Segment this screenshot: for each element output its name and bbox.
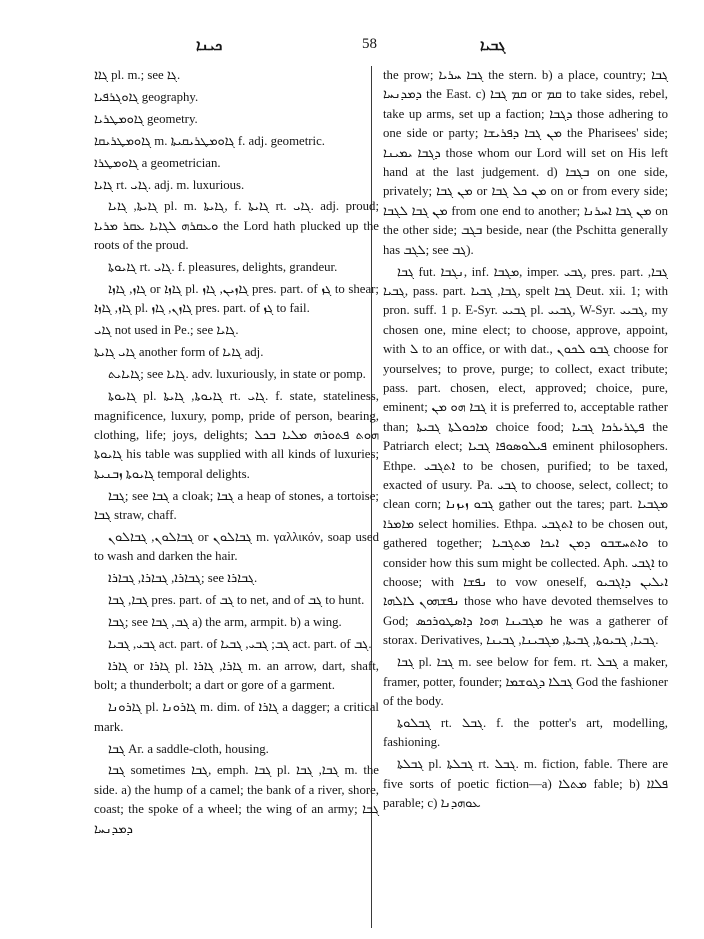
dictionary-entry: ܓܒܐܠܘܢ, ܓܒܐܠܘܢ or ܓܒܐܠܘܢ m. γαλλικόν, soap used to wash and darken the hair. [94,529,379,564]
dictionary-entry: ܓܒܐ, ܓܒܐ pres. part. of ܓܒ to net, and of ܓܒ to hunt. [108,593,365,608]
dictionary-entry: ܓܒܐ; see ܓܒܐ a cloak; ܓܒܐ a heap of stones, a tortoise; ܓܒܐ straw, chaff. [94,488,379,523]
dictionary-entry: ܓܐܐ pl. m.; see ܓܐ. [94,68,181,82]
dictionary-entry: ܓܒܐ Ar. a saddle-cloth, housing. [108,741,269,756]
dictionary-entry: ܓܐܘܡܛܪܐ a geometrician. [94,155,221,170]
dictionary-entry: ܓܐܝܐܝܬ; see ܓܐܝܐ. adv. luxuriously, in state or pomp. [108,367,366,382]
running-head-right: ܓܒܝܐ [480,36,506,54]
dictionary-entry: the prow; ܓܒܐ ܚܪܝܐ the stern. b) a place, country; ܓܒܐ ܕܡܕܢܚܐ the East. c) ܩܡ ܓܒܐ or ܩܡ to take sides, rebel, take up arms, set up a faction; ܕܓܒܐ those adhering to one side or party; ܡܢ ܓܒܐ ܕܦܪܝܫܐ the Pharisees' side; ܕܓܒܐ ܝܡܝܢܐ those whom our Lord will set on His left hand at the last judgement. d) ܒܓܒܐ on one side, privately; ܡܢ ܓܒܐ or ܡܢ ܟܠ ܓܒܐ on or from every side; ܡܢ ܓܒܐ ܠܓܒܐ from one end to another; ܡܢ ܓܒܐ ܐܚܪܢܐ on the other side; ܒܓܒ beside, near (the Pschitta generally has ܠܓܒ; see ܓܒ). [383,68,669,257]
dictionary-entry: ܓܒܠܬܐ pl. ܓܒܠܬܐ rt. ܓܒܠ. m. fiction, fable. There are five sorts of poetic fiction—a) ܡܬܠܐ fable; b) ܦܠܐܐ parable; c) ܥܘܗܕܢܐ [383,757,668,811]
dictionary-entry: ܓܐܝܘܬܐ rt. ܓܐܝ. f. pleasures, delights, grandeur. [108,260,338,275]
dictionary-entry: ܓܐܝ not used in Pe.; see ܓܐܝܐ. [94,323,239,338]
dictionary-entry: ܓܒܐܪܐ, ܓܒܐܪܐ, ܓܒܐܪܐ; see ܓܒܐܪܐ. [108,571,258,586]
running-head-left: ܟܝܢܐ [196,36,223,54]
dictionary-entry: ܓܐܪܘܢܐ pl. ܓܐܪܘܢܐ m. dim. of ܓܐܪܐ a dagger; a critical mark. [94,700,379,734]
left-column [94,66,379,842]
dictionary-entry: ܓܒܐ; see ܓܒ, ܓܒܐ a) the arm, armpit. b) a wing. [108,615,342,630]
dictionary-entry: ܓܐܘܡܛܪܝܩܐ m. ܓܐܘܡܛܪܝܩܝܬܐ f. adj. geometric. [94,133,325,148]
dictionary-entry: ܓܐܘܓܪܦܝܐ geography. [94,89,199,104]
dictionary-entry: ܓܒܠܘܬܐ rt. ܓܒܠ. f. the potter's art, modelling, fashioning. [383,715,669,750]
dictionary-entry: ܓܐܙ, ܓܐܙܐ or ܓܐܙܐ pl. ܓܐܙܝܢ, ܓܐܙ pres. part. of ܓܙ to shear; ܓܐܙ, ܓܐܙܐ pl. ܓܐܙܢ, ܓܐܙ pres. part. of ܓܙ to fail. [94,282,379,316]
dictionary-entry: ܓܐܝܐ rt. ܓܐܝ. adj. m. luxurious. [94,177,245,192]
page-number: 58 [362,36,377,52]
dictionary-entry: ܓܐܪܐ or ܓܐܪܐ pl. ܓܐܪܐ, ܓܐܪܐ m. an arrow, dart, shaft, bolt; a thunderbolt; a dart or gore of a garment. [94,658,379,693]
dictionary-entry: ܓܒܐ pl. ܓܒܐ m. see below for fem. rt. ܓܒܠ a maker, framer, potter, founder; ܓܒܠܐ ܕܓܘܫܡܐ God the fashioner of the body. [383,655,669,708]
dictionary-entry: ܓܒܐ sometimes ܓܒܐ, emph. ܓܒܐ pl. ܓܒܐ, ܓܒܐ m. the side. a) the hump of a camel; the bank of a river, shore, coast; the spoke of a wheel; the wing of an army; ܓܒܐ ܕܡܕܢܚܐ [94,763,379,836]
right-column [383,66,668,816]
dictionary-entry: ܓܒܐ fut. ܢܓܒܐ, inf. ܡܓܒܐ, imper. ܓܒܝ, pres. part. ܓܒܐ, ܓܒܝܐ, pass. part. ܓܒܐ, ܓܒܝܐ, spelt ܓܒܐ Deut. xii. 1; with pron. suff. 1 p. E-Syr. ܓܒܝܝ pl. ܓܒܝܝ, W-Syr. ܓܒܝܝ, my chosen one, mine elect; to choose, approve, appoint, with ܠ to an office, or with dat., ܓܒܘ ܠܟܘܢ choose for yourselves; to prove, purge; to collect, exact tribute; pass. part. chosen, elect, approved; choice, pure, eminent; ܓܒܐ ܗܘ ܡܢ it is preferred to, acceptable rather than; ܡܐܟܘܠܬܐ ܓܒܝܬܐ choice food; ܦܛܪܝܪܟܐ ܓܒܝܐ the Patriarch elect; ܦܝܠܘܣܘܦܐ ܓܒܝܐ eminent philosophers. Ethpe. ܐܬܓܒܝ to be chosen, purified; to be taxed, exacted of usury. Pa. ܓܒܝ to choose, select, collect; to clean corn; ܓܒܘ ܙܝܙܢܐ gather out the tares; part. ܡܓܒܝܐ ܡܐܡܪܐ select homilies. Ethpa. ܐܬܓܒܝ to be chosen out, gathered together; ܘܐܬܚܫܒܘ ܕܡܢ ܐܝܟܐ ܡܬܓܒܝܐ to consider how this sum might be collected. Aph. ܐܓܒܝ to choose; with ܢܦܫܐ to vow oneself, ܐܝܠܝܢ ܕܐܓܒܝܘ ܢܦܫܗܘܢ ܠܐܠܗܐ those who have devoted themselves to God; ܡܓܒܝܢܐ ܗܘܐ ܕܐܣܛܘܪܟܣ he was a gatherer of storax. Derivatives, ܓܒܝܐ, ܓܒܝܘܬܐ, ܓܒܝܬܐ, ܡܓܒܝܢܐ, ܓܒܝܢܐ. [383,264,669,648]
dictionary-entry: ܓܐܘܡܛܪܝܐ geometry. [94,111,198,126]
dictionary-entry: ܓܐܝ ܓܐܝܬܐ another form of ܓܐܝܐ adj. [94,345,264,360]
dictionary-entry: ܓܒܝ, ܓܒܝܐ act. part. of ܓܒ; ܓܒܝ, ܓܒܝܐ act. part. of ܓܒ. [108,636,372,651]
dictionary-entry: ܓܐܝܬܐ, ܓܐܝܐ pl. m. ܓܐܝܬܐ, f. ܓܐܝܬܐ rt. ܓܐܝ. adj. proud; ܘܥܩܪܗ ܠܓܐܝܐ ܥܩܪ ܡܪܝܐ the Lord hath plucked up the roots of the proud. [94,199,379,253]
dictionary-entry: ܓܐܝܘܬܐ pl. ܓܐܝܘܬܐ, ܓܐܝܬܐ rt. ܓܐܝ. f. state, stateliness, magnificence, luxury, pomp, pride of person, bearing, clothing, life; joys, delights; ܗܘܬ ܦܬܘܪܗ ܡܠܝܐ ܒܟܠ ܓܐܝܘܬܐ his table was supplied with all kinds of luxuries; ܓܐܝܘܬܐ ܙܒܢܝܬܐ temporal delights. [94,389,379,481]
